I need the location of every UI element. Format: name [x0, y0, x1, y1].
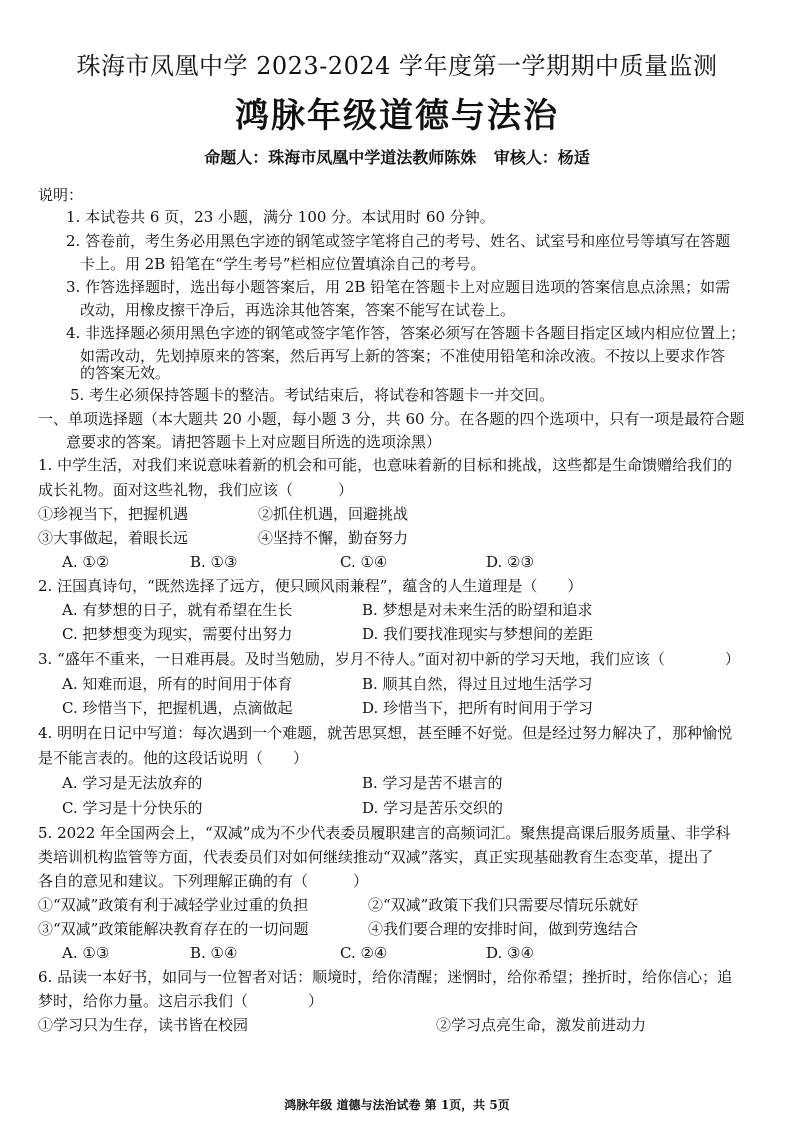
statement: ②抓住机遇，回避挑战 — [258, 505, 409, 523]
author-line — [0, 145, 794, 168]
option-b: B. 顺其自然，得过且过地生活学习 — [362, 675, 593, 693]
instruction-item: 1. 本试卷共 6 页，23 小题，满分 100 分。本试用时 60 分钟。 — [66, 208, 495, 226]
option-d: D. ③④ — [486, 944, 534, 962]
option-a: A. 知难而退，所有的时间用于体育 — [62, 675, 293, 693]
statement: ①“双减”政策有利于减轻学业过重的负担 — [38, 896, 309, 914]
option-a: A. 有梦想的日子，就有希望在生长 — [62, 601, 293, 619]
instruction-item: 4. 非选择题必须用黑色字迹的钢笔或签字笔作答，答案必须写在答题卡各题目指定区域内相应位置上； — [66, 324, 746, 342]
question-stem: 3. “盛年不重来，一日难再晨。及时当勉励，岁月不待人。”面对初中新的学习天地，我们应该（ ） — [38, 650, 740, 668]
option-d: D. 珍惜当下，把所有时间用于学习 — [362, 699, 594, 717]
exam-title: 珠海市凤凰中学 2023-2024 学年度第一学期期中质量监测 — [76, 52, 718, 80]
option-d: D. 我们要找准现实与梦想间的差距 — [362, 625, 594, 643]
instruction-item: 5. 考生必须保持答题卡的整洁。考试结束后，将试卷和答题卡一并交回。 — [70, 386, 555, 404]
option-b: B. ①③ — [190, 553, 238, 571]
statement: ①珍视当下，把握机遇 — [38, 505, 189, 523]
statement: ④我们要合理的安排时间，做到劳逸结合 — [368, 920, 639, 938]
option-c: C. 珍惜当下，把握机遇，点滴做起 — [62, 699, 293, 717]
instruction-item: 如需改动，先划掉原来的答案，然后再写上新的答案；不准使用铅笔和涂改液。不按以上要求作答 — [80, 347, 726, 365]
statement: ②“双减”政策下我们只需要尽情玩乐就好 — [368, 896, 639, 914]
instruction-item: 改动，用橡皮擦干净后，再选涂其他答案，答案不能写在试卷上。 — [80, 301, 516, 319]
statement: ①学习只为生存，读书皆在校园 — [38, 1016, 249, 1034]
statement: ③“双减”政策能解决教育存在的一切问题 — [38, 920, 309, 938]
option-d: D. ②③ — [486, 553, 534, 571]
question-stem: 5. 2022 年全国两会上，“双减”成为不少代表委员履职建言的高频词汇。聚焦提高课后服务质量、非学科 — [38, 824, 731, 842]
option-b: B. 学习是苦不堪言的 — [362, 774, 503, 792]
instruction-item: 卡上。用 2B 铅笔在“学生考号”栏相应位置填涂自己的考号。 — [80, 255, 486, 273]
statement: ③大事做起，着眼长远 — [38, 529, 189, 547]
option-c: C. ①④ — [340, 553, 388, 571]
option-c: C. ②④ — [340, 944, 388, 962]
option-b: B. 梦想是对未来生活的盼望和追求 — [362, 601, 593, 619]
section-heading: 一、单项选择题（本大题共 20 小题，每小题 3 分，共 60 分。在各题的四个选项中，只有一项是最符合题 — [38, 410, 745, 428]
question-stem: 梦时，给你力量。这启示我们（ ） — [38, 992, 324, 1010]
option-c: C. 学习是十分快乐的 — [62, 799, 203, 817]
instruction-item: 2. 答卷前，考生务必用黑色字迹的钢笔或签字笔将自己的考号、姓名、试室号和座位号等填写在答题 — [66, 232, 731, 250]
question-stem: 2. 汪国真诗句，“既然选择了远方，便只顾风雨兼程”，蕴含的人生道理是（ ） — [38, 577, 583, 595]
question-stem: 各自的意见和建议。下列理解正确的有（ ） — [38, 872, 369, 890]
page-footer: 鸿脉年级 道德与法治试卷 第 1页，共 5页 — [284, 1098, 510, 1112]
setter-label: 命题人：珠海市凤凰中学道法教师陈姝 — [204, 148, 477, 167]
question-stem: 成长礼物。面对这些礼物，我们应该（ ） — [38, 481, 354, 499]
question-stem: 类培训机构监管等方面，代表委员们对如何继续推动“双减”落实，真正实现基础教育生态变革，提出了 — [38, 848, 714, 866]
statement: ④坚持不懈，勤奋努力 — [258, 529, 409, 547]
option-c: C. 把梦想变为现实，需要付出努力 — [62, 625, 293, 643]
instruction-item: 的答案无效。 — [80, 364, 171, 382]
option-d: D. 学习是苦乐交织的 — [362, 799, 504, 817]
instructions-heading: 说明： — [38, 186, 84, 204]
option-b: B. ①④ — [190, 944, 238, 962]
option-a: A. ①③ — [62, 944, 110, 962]
reviewer-label: 审核人：杨适 — [493, 148, 590, 167]
option-a: A. ①② — [62, 553, 110, 571]
instruction-item: 3. 作答选择题时，选出每小题答案后，用 2B 铅笔在答题卡上对应题目选项的答案信息点涂黑；如需 — [66, 278, 731, 296]
subject-title: 鸿脉年级道德与法治 — [235, 96, 559, 136]
option-a: A. 学习是无法放弃的 — [62, 774, 203, 792]
question-stem: 是不能言表的。他的这段话说明（ ） — [38, 749, 309, 767]
statement: ②学习点亮生命，激发前进动力 — [436, 1016, 647, 1034]
question-stem: 4. 明明在日记中写道：每次遇到一个难题，就苦思冥想，甚至睡不好觉。但是经过努力解决了，那种愉悦 — [38, 724, 733, 742]
question-stem: 1. 中学生活，对我们来说意味着新的机会和可能，也意味着新的目标和挑战，这些都是生命馈赠给我们的 — [38, 456, 733, 474]
question-stem: 6. 品读一本好书，如同与一位智者对话：顺境时，给你清醒；迷惘时，给你希望；挫折时，给你信心；追 — [38, 968, 733, 986]
section-heading-cont: 意要求的答案。请把答题卡上对应题目所选的选项涂黑） — [66, 433, 442, 451]
